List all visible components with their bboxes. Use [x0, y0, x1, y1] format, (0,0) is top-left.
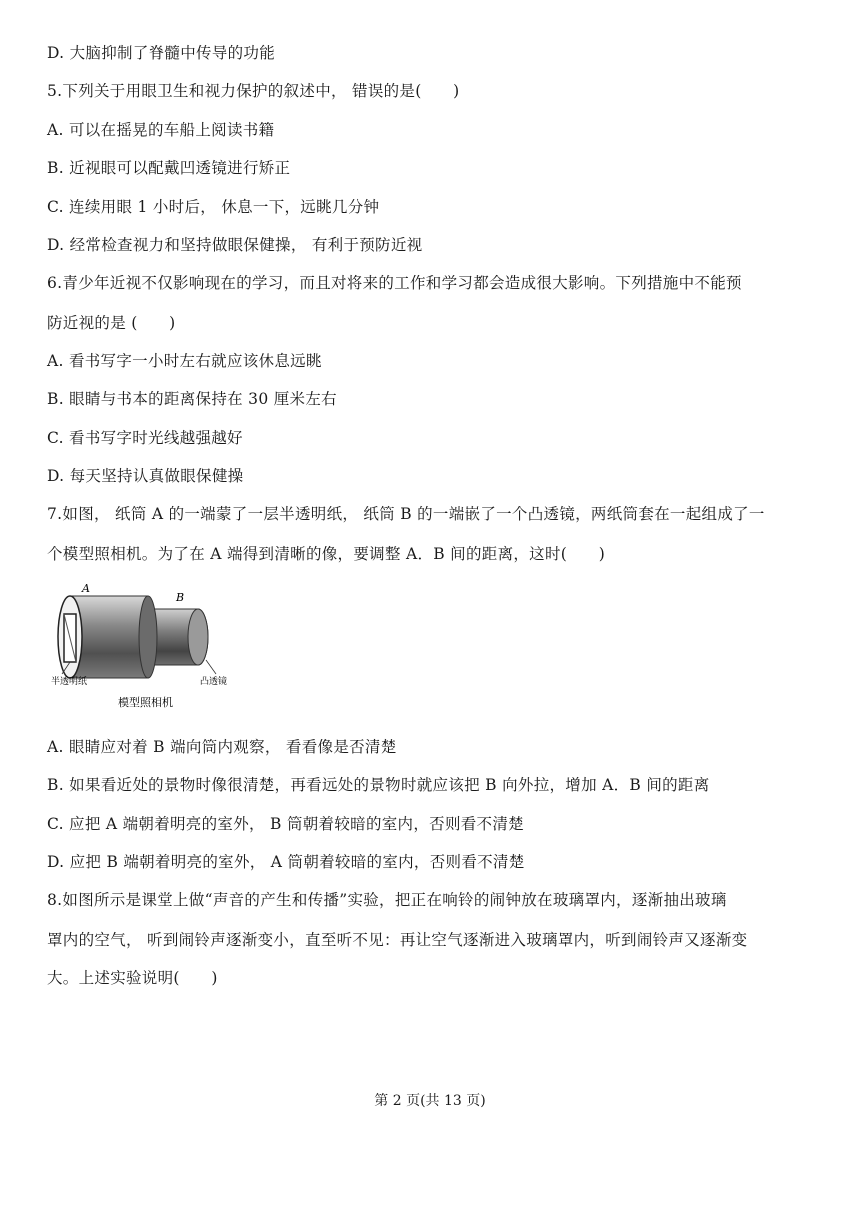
question-8-line-1: 8.如图所示是课堂上做“声音的产生和传播”实验，把正在响铃的闹钟放在玻璃罩内，逐渐抽出玻璃 [47, 891, 727, 909]
page-footer: 第 2 页(共 13 页) [374, 1093, 486, 1109]
question-6-line-2: 防近视的是 ( ) [47, 314, 176, 332]
model-camera-illustration [48, 582, 248, 717]
q6-option-d: D. 每天坚持认真做眼保健操 [47, 467, 244, 485]
question-8-line-3: 大。上述实验说明( ) [47, 969, 218, 987]
label-convex-lens: 凸透镜 [200, 677, 228, 687]
question-7-line-1: 7.如图， 纸筒 A 的一端蒙了一层半透明纸， 纸筒 B 的一端嵌了一个凸透镜，两纸筒套在一起组成了一 [47, 505, 765, 523]
q5-option-a: A. 可以在摇晃的车船上阅读书籍 [47, 121, 275, 139]
question-7-line-2: 个模型照相机。为了在 A 端得到清晰的像，要调整 A．B 间的距离，这时( ) [47, 545, 606, 563]
q7-option-c: C. 应把 A 端朝着明亮的室外， B 筒朝着较暗的室内，否则看不清楚 [47, 815, 524, 833]
model-camera-figure [48, 582, 248, 717]
q5-option-b: B. 近视眼可以配戴凹透镜进行矫正 [47, 159, 291, 177]
line-d-option-q4: D. 大脑抑制了脊髓中传导的功能 [47, 44, 276, 62]
q7-option-b: B. 如果看近处的景物时像很清楚，再看远处的景物时就应该把 B 向外拉，增加 A．B 间的距离 [47, 776, 710, 794]
q7-option-a: A. 眼睛应对着 B 端向筒内观察， 看看像是否清楚 [47, 738, 397, 756]
label-translucent-paper: 半透明纸 [51, 677, 88, 687]
question-5: 5.下列关于用眼卫生和视力保护的叙述中， 错误的是( ) [47, 82, 460, 100]
label-a: A [82, 582, 90, 595]
q7-option-d: D. 应把 B 端朝着明亮的室外， A 筒朝着较暗的室内，否则看不清楚 [47, 853, 525, 871]
q5-option-d: D. 经常检查视力和坚持做眼保健操， 有利于预防近视 [47, 236, 423, 254]
q6-option-a: A. 看书写字一小时左右就应该休息远眺 [47, 352, 322, 370]
question-8-line-2: 罩内的空气， 听到闹铃声逐渐变小，直至听不见：再让空气逐渐进入玻璃罩内，听到闹铃声又逐渐变 [47, 931, 748, 949]
q6-option-c: C. 看书写字时光线越强越好 [47, 429, 243, 447]
q5-option-c: C. 连续用眼 1 小时后， 休息一下，远眺几分钟 [47, 198, 380, 216]
question-6-line-1: 6.青少年近视不仅影响现在的学习，而且对将来的工作和学习都会造成很大影响。下列措施中不能预 [47, 274, 742, 292]
figure-caption: 模型照相机 [118, 696, 173, 709]
label-b: B [176, 591, 185, 604]
q6-option-b: B. 眼睛与书本的距离保持在 30 厘米左右 [47, 390, 337, 408]
